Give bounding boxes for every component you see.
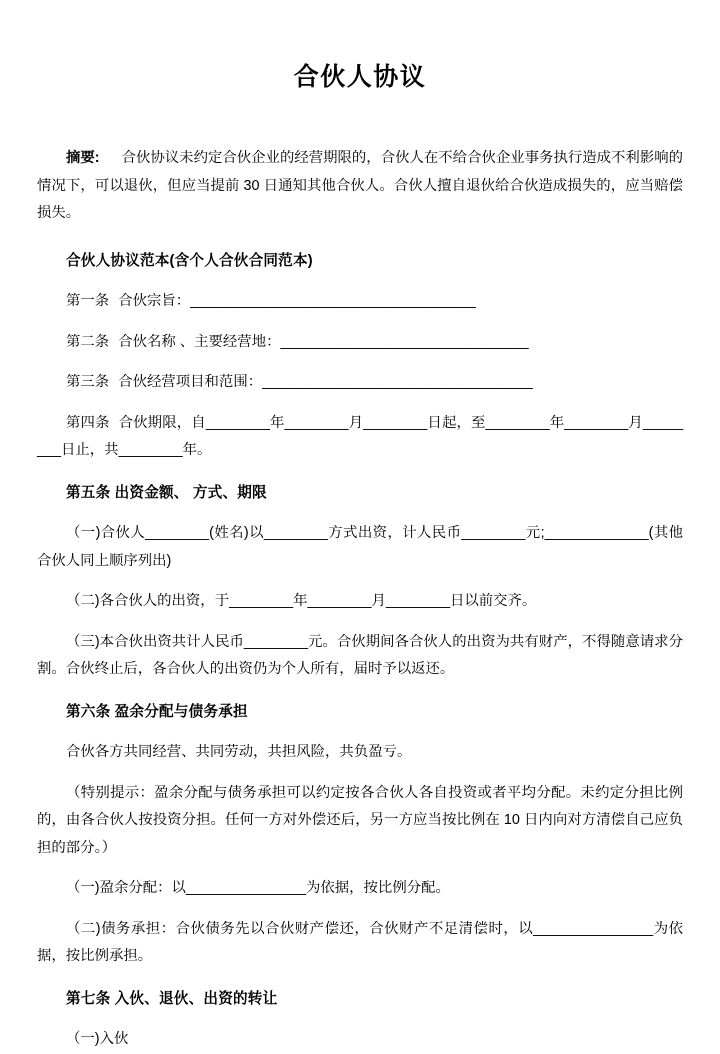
- clause-2-blank: _________________________________: [280, 333, 529, 350]
- clause-5-heading: 第五条 出资金额、 方式、期限: [66, 484, 267, 501]
- clause-6-note: （特别提示：盈余分配与债务承担可以约定按各合伙人各自投资或者平均分配。未约定分担比例的，由各合伙人按投资分担。任何一方对外偿还后，另一方应当按比例在 10 日内向对方清偿自己应负担的部分。）: [37, 784, 683, 856]
- clause-6-item-1: （一)盈余分配：以_______________为依据，按比例分配。: [66, 880, 450, 896]
- clause-5-item-1: （一)合伙人________(姓名)以________方式出资，计人民币________元;_____________(其他合伙人同上顺序列出): [37, 525, 683, 569]
- sample-heading: 合伙人协议范本(含个人合伙合同范本): [66, 252, 313, 269]
- clause-4: [37, 410, 683, 465]
- clause-3-label: 第三条: [66, 374, 110, 390]
- abstract-label: 摘要:: [66, 150, 100, 166]
- clause-2: [37, 329, 683, 357]
- clause-3: [37, 369, 683, 397]
- clause-7-item-1: （一)入伙: [66, 1031, 129, 1047]
- clause-5-item-2: （二)各合伙人的出资，于________年________月________日以前交齐。: [66, 593, 537, 609]
- clause-2-text: 合伙名称 、主要经营地：: [118, 333, 281, 350]
- abstract-text: 合伙协议未约定合伙企业的经营期限的，合伙人在不给合伙企业事务执行造成不利影响的情况下，可以退伙，但应当提前 30 日通知其他合伙人。合伙人擅自退伙给合伙造成损失的，应当赔偿损失。: [37, 150, 683, 221]
- clause-5-item-3: （三)本合伙出资共计人民币________元。合伙期间各合伙人的出资为共有财产，不得随意请求分割。合伙终止后，各合伙人的出资仍为个人所有，届时予以返还。: [37, 633, 683, 677]
- page-title: 合伙人协议: [293, 63, 427, 91]
- clause-1-blank: ______________________________________: [190, 293, 476, 309]
- abstract-paragraph: [37, 145, 683, 228]
- clause-3-text: 合伙经营项目和范围：: [118, 374, 263, 390]
- clause-1-label: 第一条: [66, 293, 110, 309]
- clause-4-text: 合伙期限，自________年________月________日起，至________年________月________日止，共________年。: [37, 414, 683, 458]
- clause-6-item-2: （二)债务承担：合伙债务先以合伙财产偿还，合伙财产不足清偿时，以_______________为依据，按比例承担。: [37, 920, 683, 964]
- clause-3-blank: ____________________________________: [262, 374, 533, 390]
- clause-4-label: 第四条: [66, 414, 110, 431]
- clause-6-heading: 第六条 盈余分配与债务承担: [66, 703, 248, 720]
- clause-6-intro: 合伙各方共同经营、共同劳动，共担风险，共负盈亏。: [66, 744, 412, 760]
- clause-1: [37, 288, 683, 316]
- clause-7-heading: 第七条 入伙、退伙、出资的转让: [66, 990, 278, 1007]
- clause-1-text: 合伙宗旨：: [118, 293, 191, 309]
- clause-2-label: 第二条: [66, 333, 110, 350]
